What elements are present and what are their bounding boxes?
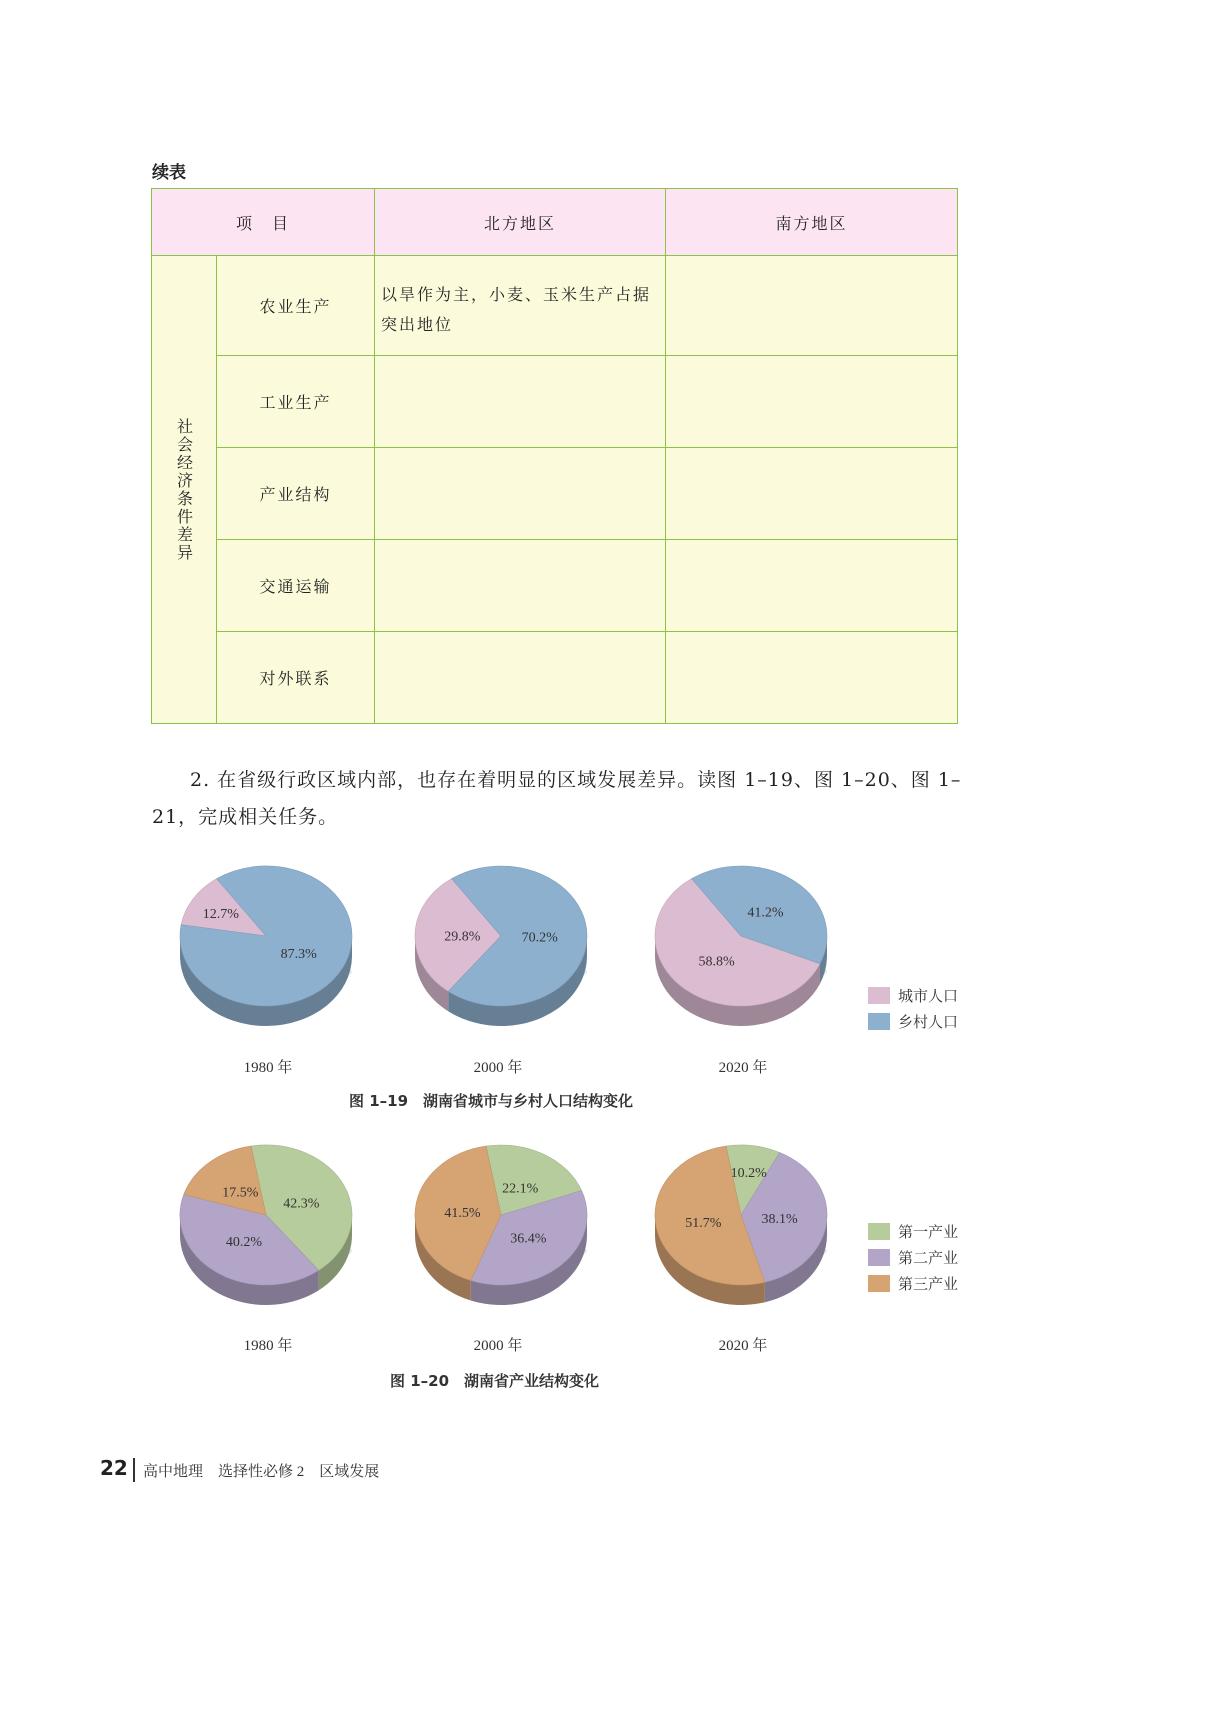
table-row — [152, 448, 958, 540]
pie-data-label: 10.2% — [730, 1166, 767, 1182]
legend-item-primary — [868, 1218, 958, 1244]
pie-data-label: 17.5% — [222, 1185, 259, 1201]
footer-divider — [133, 1458, 135, 1482]
pie-2020-population — [655, 866, 827, 1026]
pie-1980-population — [180, 866, 352, 1026]
pie-data-label: 29.8% — [444, 929, 481, 945]
year-label: 1980 年 — [243, 1338, 293, 1354]
year-label: 2000 年 — [473, 1060, 523, 1076]
legend-item-urban — [868, 982, 958, 1008]
row-item-label: 产业结构 — [217, 448, 375, 540]
row-item-label: 工业生产 — [217, 356, 375, 448]
primary-swatch — [868, 1223, 890, 1240]
table-row — [152, 632, 958, 724]
task-paragraph: 2. 在省级行政区域内部，也存在着明显的区域发展差异。读图 1–19、图 1–20、图 1–21，完成相关任务。 — [152, 769, 962, 828]
pie-data-label: 36.4% — [510, 1231, 547, 1247]
header-item: 项 目 — [152, 189, 375, 256]
pie-data-label: 41.2% — [747, 905, 784, 921]
rural-swatch — [868, 1013, 890, 1030]
pie-2000-industry — [415, 1145, 587, 1305]
legend-label: 城市人口 — [898, 986, 959, 1005]
urban-swatch — [868, 987, 890, 1004]
page-number: 22 — [100, 1456, 128, 1480]
secondary-swatch — [868, 1249, 890, 1266]
pie-2020-industry — [655, 1145, 827, 1305]
population-legend — [868, 982, 958, 1034]
industry-legend — [868, 1218, 958, 1296]
north-cell: 以旱作为主，小麦、玉米生产占据突出地位 — [375, 256, 666, 356]
book-title: 高中地理 选择性必修 2 区域发展 — [143, 1464, 380, 1480]
pie-data-label: 42.3% — [283, 1196, 320, 1212]
figure-caption: 图 1–20 湖南省产业结构变化 — [390, 1372, 600, 1390]
legend-label: 第三产业 — [898, 1274, 959, 1293]
table-header-row — [152, 189, 958, 256]
legend-label: 第一产业 — [898, 1222, 959, 1241]
south-cell — [666, 356, 958, 448]
pie-data-label: 87.3% — [280, 946, 317, 962]
header-south: 南方地区 — [666, 189, 958, 256]
industry-pie-charts — [150, 1137, 850, 1327]
pie-data-label: 51.7% — [685, 1216, 722, 1232]
south-cell — [666, 632, 958, 724]
south-cell — [666, 256, 958, 356]
south-cell — [666, 540, 958, 632]
figure-caption: 图 1–19 湖南省城市与乡村人口结构变化 — [349, 1092, 634, 1110]
legend-item-secondary — [868, 1244, 958, 1270]
legend-item-rural — [868, 1008, 958, 1034]
row-item-label: 对外联系 — [217, 632, 375, 724]
table-row — [152, 256, 958, 356]
pie-data-label: 12.7% — [202, 906, 239, 922]
tertiary-swatch — [868, 1275, 890, 1292]
north-cell — [375, 632, 666, 724]
year-label: 1980 年 — [243, 1060, 293, 1076]
pie-data-label: 58.8% — [698, 954, 735, 970]
row-item-label: 交通运输 — [217, 540, 375, 632]
legend-label: 第二产业 — [898, 1248, 959, 1267]
population-pie-charts — [150, 860, 850, 1050]
group-label: 社会经济条件差异 — [152, 256, 217, 724]
north-cell — [375, 448, 666, 540]
pie-2000-population — [415, 866, 587, 1026]
year-label: 2020 年 — [718, 1060, 768, 1076]
row-item-label: 农业生产 — [217, 256, 375, 356]
header-north: 北方地区 — [375, 189, 666, 256]
pie-data-label: 41.5% — [444, 1206, 481, 1222]
pie-data-label: 38.1% — [761, 1211, 798, 1227]
pie-data-label: 40.2% — [225, 1234, 263, 1250]
table-caption: 续表 — [152, 163, 186, 183]
south-cell — [666, 448, 958, 540]
table-row — [152, 356, 958, 448]
north-cell — [375, 356, 666, 448]
table-row — [152, 540, 958, 632]
pie-data-label: 70.2% — [521, 930, 558, 946]
pie-1980-industry — [180, 1145, 352, 1305]
year-label: 2000 年 — [473, 1338, 523, 1354]
year-label: 2020 年 — [718, 1338, 768, 1354]
legend-item-tertiary — [868, 1270, 958, 1296]
north-cell — [375, 540, 666, 632]
pie-data-label: 22.1% — [502, 1181, 539, 1197]
legend-label: 乡村人口 — [898, 1012, 959, 1031]
comparison-table — [151, 188, 958, 724]
